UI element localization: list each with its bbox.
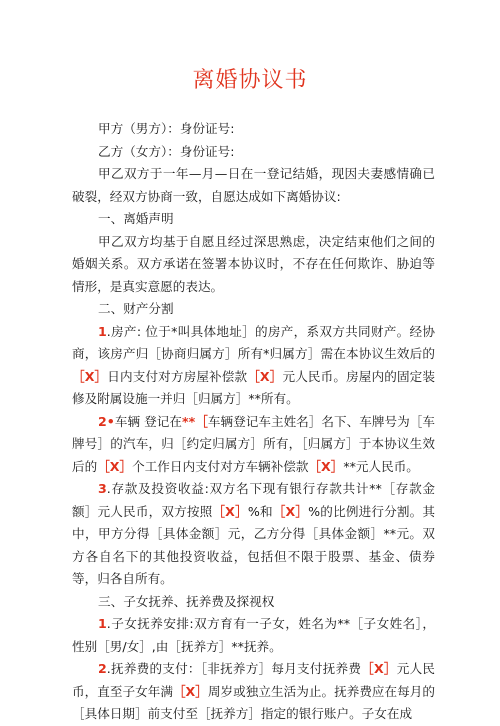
item-text: .存款及投资收益:双方名下现有银行存款共计**［存款金额］元人民币，双方按照 [72, 481, 435, 519]
item-text: 元人民币。房屋内的固定装修及附属设施一并归［归属方］**所有。 [72, 368, 435, 406]
item-text: .房产: 位于*叫具体地址］的房产，系双方共同财产。经协商，该房产归［协商归属方］所有*归属方］需在本协议生效后的 [72, 323, 435, 361]
amount-placeholder: ［X］ [308, 458, 344, 474]
item-text: 车辆登记车主姓名］名下、车牌号为［车牌号］的汽车，归［约定归属方］所有，［归属方］于本协议生效后的 [72, 413, 436, 474]
amount-placeholder: ［X］ [361, 661, 397, 676]
property-item-1 [72, 321, 435, 411]
section-2-heading: 二、财产分割 [98, 301, 174, 316]
party-b-line: 乙方（女方）：身份证号: [98, 143, 235, 159]
percent-placeholder: ［X］ [272, 503, 309, 519]
item-text: %的比例进行分割。其中，甲方分得［具体金额］元，乙方分得［具体金额］**元。双方各自名下的其他投资收益，包括但不限于股票、基金、债券等，归各自所有。 [72, 503, 436, 586]
item-number: 2• [98, 413, 115, 429]
age-placeholder: ［X］ [172, 683, 208, 699]
item-number: 1 [98, 616, 107, 631]
party-a-line: 甲方（男方）：身份证号: [98, 121, 235, 136]
item-text: 车辆 登记在 [114, 413, 182, 429]
item-text: .抚养费的支付：［非抚养方］每月支付抚养费 [106, 661, 362, 676]
item-text: 元人民币，直至子女年满 [72, 661, 435, 699]
section-3-heading: 三、子女抚养、抚养费及探视权 [98, 593, 275, 609]
amount-placeholder: ［X］ [247, 368, 283, 384]
section-1-heading: 一、离婚声明 [98, 211, 174, 226]
intro-paragraph: 甲乙双方于一年—月—日在一登记结婚，现因夫妻感情确已破裂，经双方协商一致，自愿达成如下离婚协议: [72, 166, 435, 204]
emphasis-mark: **［ [182, 413, 208, 429]
amount-placeholder: ［X］ [72, 368, 108, 384]
item-number: 2 [98, 661, 107, 676]
document-title: 离婚协议书 [192, 68, 308, 93]
percent-placeholder: ［X］ [212, 503, 248, 519]
item-text: .子女抚养安排:双方育有一子女，姓名为**［子女姓名］，性别［男/女］,由［抚养方］**抚养。 [72, 616, 435, 654]
custody-item-2 [72, 658, 435, 726]
item-text: **元人民币。 [343, 458, 419, 474]
item-number: 1 [98, 323, 107, 339]
document-body [72, 118, 435, 726]
item-number: 3 [98, 481, 107, 496]
item-text: 周岁或独立生活为止。抚养费应在每月的［具体日期］前支付至［抚养方］指定的银行账户。子女在成 [72, 683, 435, 721]
property-item-2 [72, 411, 435, 479]
item-text: %和 [247, 503, 273, 519]
item-text: 个工作日内支付对方车辆补偿款 [132, 458, 309, 474]
amount-placeholder: ［X］ [97, 458, 133, 474]
item-text: 日内支付对方房屋补偿款 [107, 368, 248, 384]
section-1-paragraph: 甲乙双方均基于自愿且经过深思熟虑，决定结束他们之间的婚姻关系。双方承诺在签署本协议时，不存在任何欺诈、胁迫等情形，是真实意愿的表达。 [72, 233, 435, 294]
custody-item-1 [72, 613, 435, 658]
property-item-3 [72, 478, 435, 591]
